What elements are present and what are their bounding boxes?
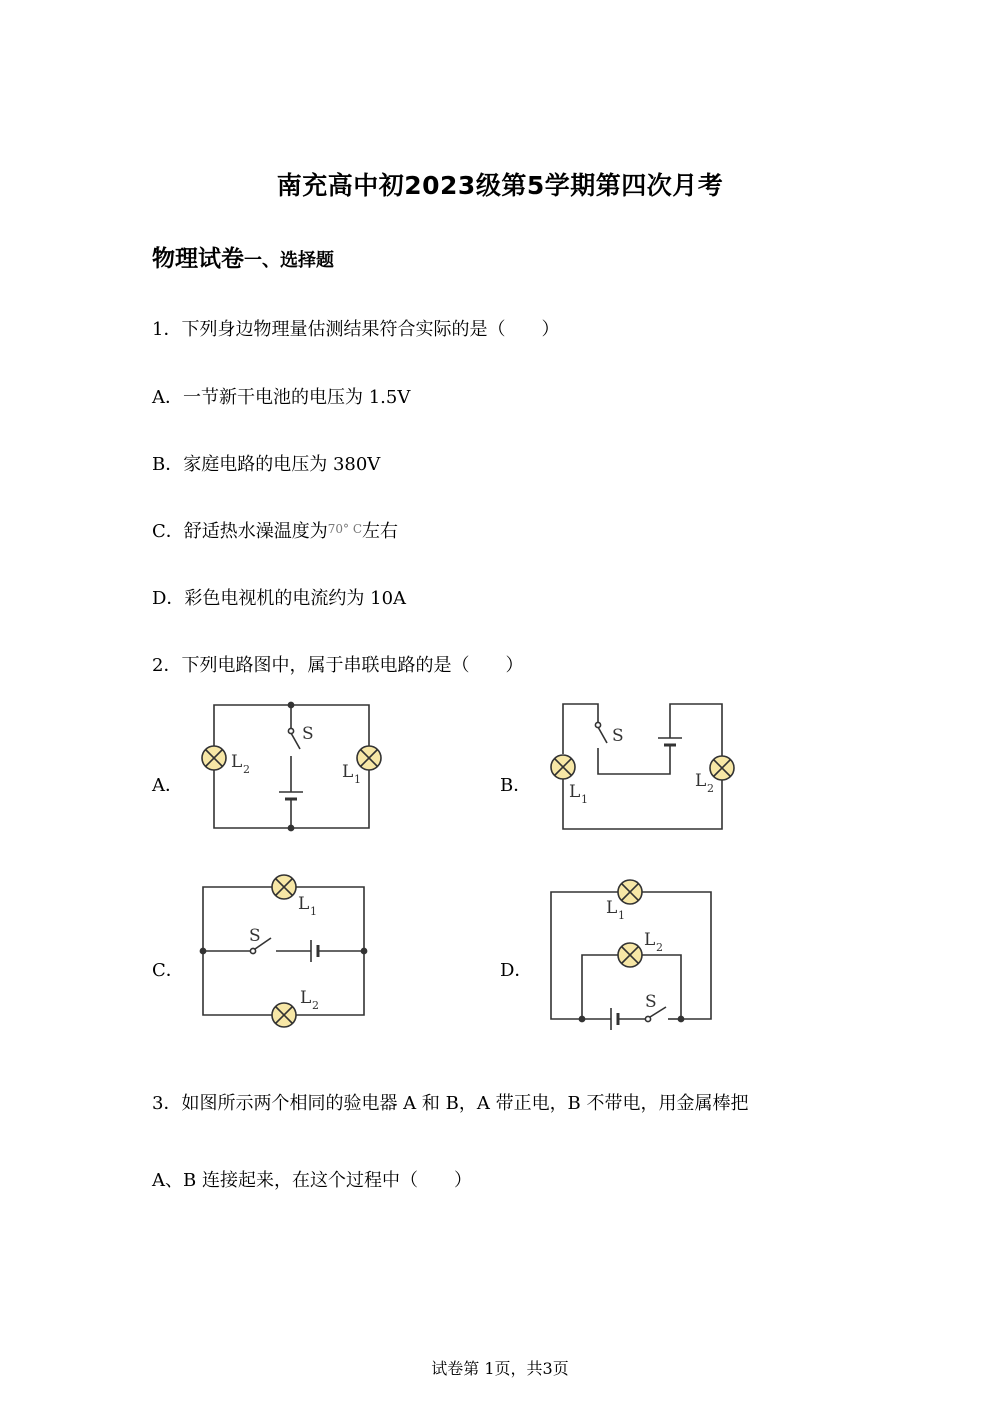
question-1-stem: 1．下列身边物理量估测结果符合实际的是（ ） — [152, 319, 560, 340]
circuit-c — [200, 887, 366, 1015]
circuit-a-lamp1-label: L — [342, 762, 354, 782]
circuit-c-lamp2-label: L — [300, 988, 312, 1008]
circuit-a-lamp1-sub: 1 — [354, 773, 361, 786]
circuit-b-lamp-l2-icon — [710, 756, 734, 780]
circuit-d-wire-inner-left — [582, 955, 618, 1019]
page-footer: 试卷第 1页，共3页 — [431, 1359, 569, 1378]
circuit-b-wire-middle — [598, 745, 670, 774]
circuit-a-lamp2-label: L — [231, 752, 243, 772]
circuit-b-wire-left — [563, 704, 598, 754]
option-label-c: C． — [152, 960, 184, 981]
circuit-c-lamp-l1-icon — [272, 875, 296, 899]
circuit-d-lamp2-sub: 2 — [656, 941, 663, 954]
circuit-b-lamp1-label: L — [569, 782, 581, 802]
circuit-d-switch-label: S — [645, 992, 657, 1012]
circuit-c-switch-label: S — [249, 926, 261, 946]
temperature-value: 70° C — [327, 522, 363, 536]
circuit-d-lamp1-label: L — [606, 898, 618, 918]
circuit-a-switch-blade — [291, 733, 300, 749]
circuit-c-junction-left — [200, 948, 205, 953]
circuit-b-switch-pivot — [595, 722, 600, 727]
circuit-d-junction-right — [678, 1016, 683, 1021]
circuit-b — [563, 704, 722, 829]
circuit-b-lamp-l1-icon — [551, 755, 575, 779]
question-2-stem: 2．下列电路图中，属于串联电路的是（ ） — [152, 655, 524, 676]
circuit-c-switch-pivot — [250, 948, 255, 953]
option-label-b: B． — [500, 775, 532, 796]
circuit-a-junction-bottom — [288, 825, 293, 830]
exam-title: 南充高中初2023级第5学期第四次月考 — [276, 171, 724, 200]
circuit-d-lamp2-label: L — [644, 930, 656, 950]
circuit-d-lamp1-sub: 1 — [618, 909, 625, 922]
circuit-b-lamp2-label: L — [695, 771, 707, 791]
option-label-a: A． — [152, 775, 183, 796]
question-3-line-1: 3．如图所示两个相同的验电器 A 和 B，A 带正电，B 不带电，用金属棒把 — [152, 1093, 749, 1114]
circuit-d-lamp-l1-icon — [618, 880, 642, 904]
circuit-a-lamp2-sub: 2 — [243, 763, 250, 776]
question-1-option-a: A．一节新干电池的电压为 1.5V — [152, 387, 411, 408]
circuit-c-lamp1-label: L — [298, 894, 310, 914]
circuit-a-lamp-l2-icon — [202, 746, 226, 770]
circuit-c-lamp-l2-icon — [272, 1003, 296, 1027]
circuit-c-junction-right — [361, 948, 366, 953]
circuit-c-lamp1-sub: 1 — [310, 905, 317, 918]
circuit-a-switch-pivot — [288, 728, 293, 733]
circuit-b-lamp2-sub: 2 — [707, 782, 714, 795]
question-3-line-2: A、B 连接起来，在这个过程中（ ） — [152, 1170, 472, 1191]
circuit-a-lamp-l1-icon — [357, 746, 381, 770]
circuit-d-junction-left — [579, 1016, 584, 1021]
circuit-b-lamp1-sub: 1 — [581, 793, 588, 806]
circuit-b-switch-blade — [598, 727, 607, 743]
circuit-a-switch-label: S — [302, 724, 314, 744]
circuit-a-junction-top — [288, 702, 293, 707]
paper-name: 物理试卷 — [152, 246, 244, 272]
circuit-b-switch-label: S — [612, 726, 624, 746]
question-1-option-d: D．彩色电视机的电流约为 10A — [152, 588, 407, 609]
circuit-c-lamp2-sub: 2 — [312, 999, 319, 1012]
circuit-b-wire-right — [670, 704, 722, 756]
option-label-d: D． — [500, 960, 533, 981]
question-1-option-b: B．家庭电路的电压为 380V — [152, 454, 381, 475]
circuit-d-switch-pivot — [645, 1016, 650, 1021]
option-c-text: C．舒适热水澡温度为 — [152, 521, 328, 542]
section-name: 一、选择题 — [244, 250, 334, 271]
circuit-d-lamp-l2-icon — [618, 943, 642, 967]
option-c-suffix: 左右 — [362, 521, 399, 542]
